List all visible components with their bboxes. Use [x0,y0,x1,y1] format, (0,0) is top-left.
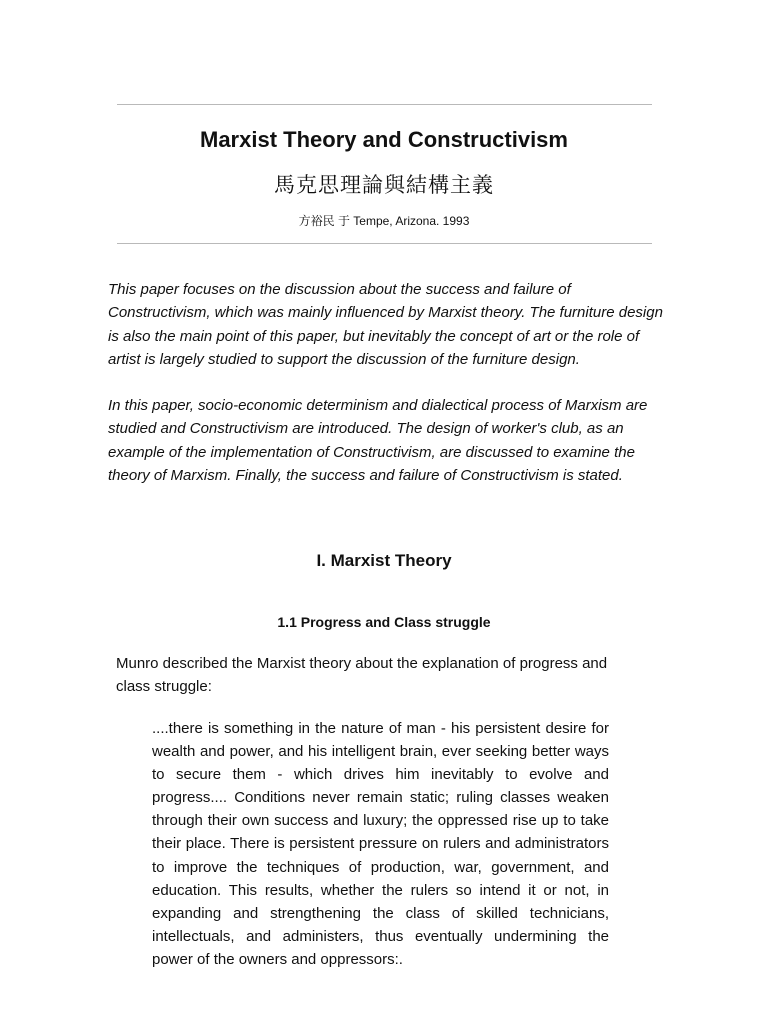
block-quote: ....there is something in the nature of man - his persistent desire for wealth and power, and his intelligent brain, ever seeking better ways to secure them - which drives him inevitably to evolve and progress.... Conditions never remain static; ruling classes weaken through their own success and luxury; the oppressed rise up to take their place. There is persistent pressure on rulers and administrators to improve the techniques of production, war, government, and education. This results, whether the rulers so intend it or not, in expanding and strengthening the class of skilled technicians, intellectuals, and administers, thus eventually undermining the power of the owners and oppressors:. [152,720,609,968]
header-top-rule [117,104,652,105]
abstract-paragraph-2: In this paper, socio-economic determinism and dialectical process of Marxism are studied and Constructivism are introduced. The design of worker's club, as an example of the implementation of Constructivism, are discussed to examine the theory of Marxism. Finally, the success and failure of Constructivism is stated. [108,397,648,484]
document-title-chinese: 馬克思理論與結構主義 [274,173,494,197]
section-heading: I. Marxist Theory [316,551,452,570]
header-bottom-rule [117,243,652,244]
body-paragraph: Munro described the Marxist theory about the explanation of progress and class struggle: [116,655,608,696]
abstract-paragraph-1: This paper focuses on the discussion about the success and failure of Constructivism, which was mainly influenced by Marxist theory. The furniture design is also the main point of this paper, but inevitably the concept of art or the role of artist is largely studied to support the discussion of the furniture design. [108,281,663,368]
author-byline: 方裕民 于 Tempe, Arizona. 1993 [298,214,470,228]
subsection-heading: 1.1 Progress and Class struggle [277,614,491,630]
document-title: Marxist Theory and Constructivism [200,127,568,152]
